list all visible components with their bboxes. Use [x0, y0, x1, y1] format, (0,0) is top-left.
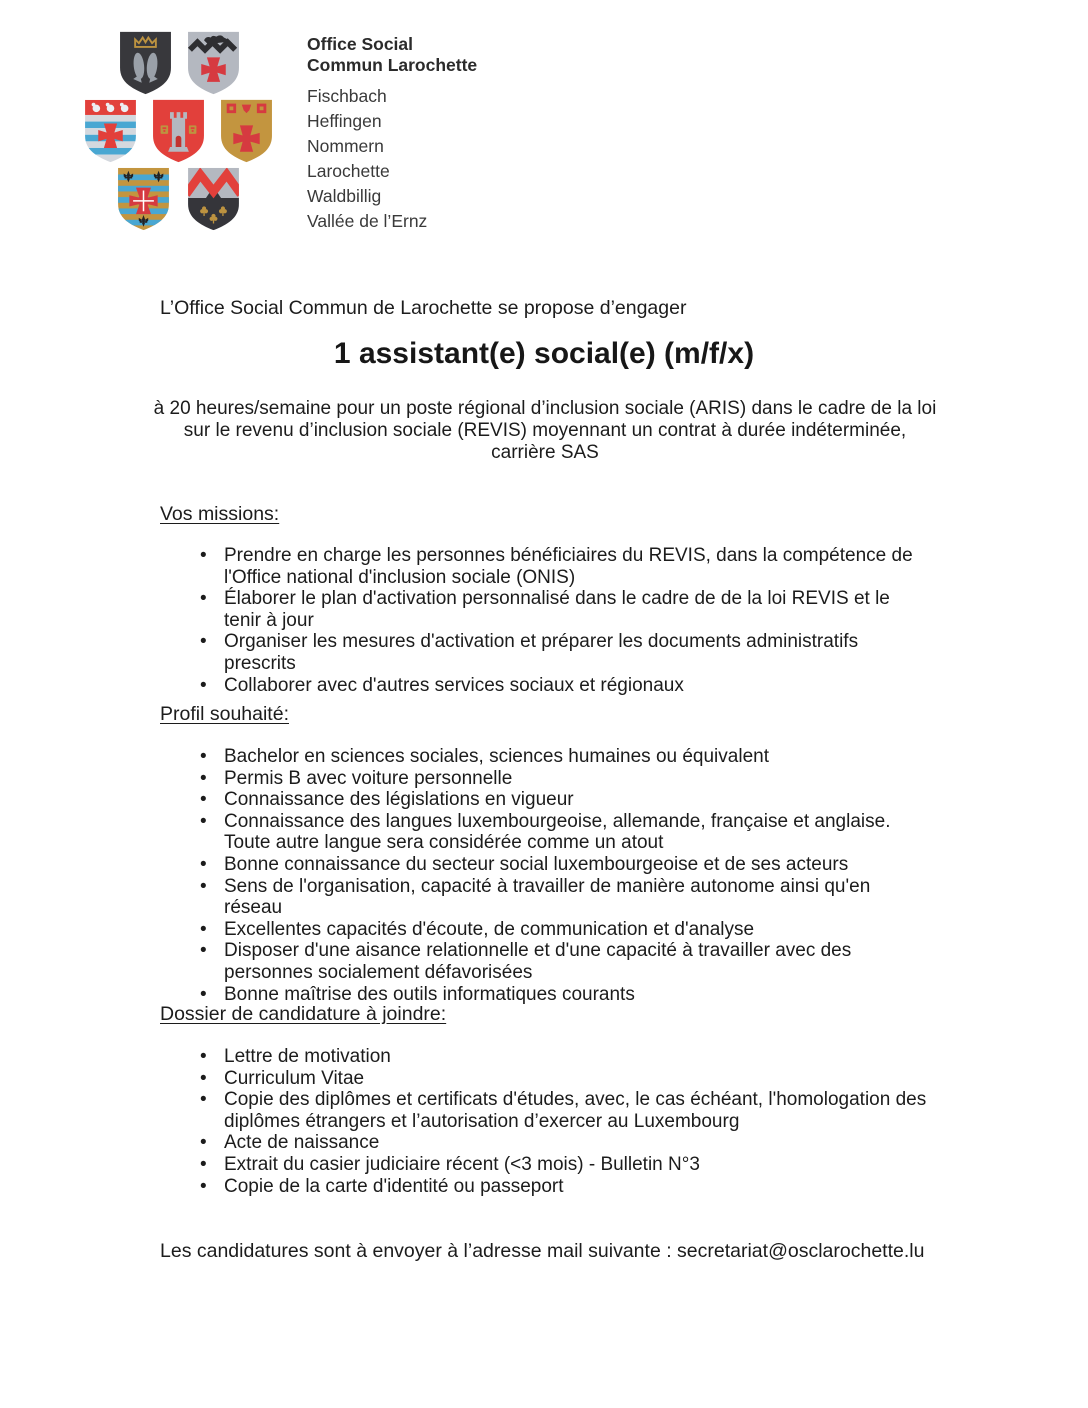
closing-note: Les candidatures sont à envoyer à l’adresse mail suivante : secretariat@osclarochette.lu: [160, 1240, 925, 1262]
list-item: • Extrait du casier judiciaire récent (<3 mois) - Bulletin N°3: [160, 1154, 930, 1176]
municipality-item: Larochette: [307, 161, 390, 181]
gold-red-cross-crest-icon: [218, 98, 275, 164]
crest-grid: [75, 25, 275, 240]
municipality-item: Fischbach: [307, 86, 387, 106]
dossier-list: [160, 1046, 930, 1197]
intro-text: L’Office Social Commun de Larochette se propose d’engager: [160, 297, 687, 319]
list-item: • Élaborer le plan d'activation personnalisé dans le cadre de de la loi REVIS et le tenir à jour: [160, 588, 930, 631]
org-name: [307, 34, 477, 76]
org-name-line1: Office Social: [307, 34, 414, 54]
list-item: • Copie de la carte d'identité ou passeport: [160, 1176, 930, 1198]
heffingen-lion-zigzag-crest-icon: [185, 30, 242, 96]
municipality-list: [307, 84, 477, 234]
section-heading-missions: Vos missions:: [160, 503, 280, 525]
profil-list: [160, 746, 930, 1005]
job-title: 1 assistant(e) social(e) (m/f/x): [333, 337, 755, 370]
larochette-castle-crest-icon: [150, 98, 207, 164]
list-item: • Copie des diplômes et certificats d'études, avec, le cas échéant, l'homologation des diplômes étrangers et l’autorisation d’exercer au Luxembourg: [160, 1089, 930, 1132]
list-item: • Curriculum Vitae: [160, 1068, 930, 1090]
org-name-line2: Commun Larochette: [307, 55, 478, 75]
list-item: • Connaissance des législations en vigueur: [160, 789, 930, 811]
list-item: • Permis B avec voiture personnelle: [160, 768, 930, 790]
list-item: • Bonne maîtrise des outils informatiques courants: [160, 984, 930, 1006]
municipality-item: Nommern: [307, 136, 384, 156]
list-item: • Acte de naissance: [160, 1132, 930, 1154]
municipality-item: Vallée de l’Ernz: [307, 211, 428, 231]
section-heading-dossier: Dossier de candidature à joindre:: [160, 1003, 447, 1025]
list-item: • Excellentes capacités d'écoute, de communication et d'analyse: [160, 919, 930, 941]
list-item: • Collaborer avec d'autres services sociaux et régionaux: [160, 675, 930, 697]
municipality-item: Heffingen: [307, 111, 382, 131]
list-item: • Bonne connaissance du secteur social luxembourgeoise et de ses acteurs: [160, 854, 930, 876]
list-item: • Connaissance des langues luxembourgeoise, allemande, française et anglaise. Toute autre langue sera considérée comme un atout: [160, 811, 930, 854]
org-block: [307, 34, 477, 234]
municipality-item: Waldbillig: [307, 186, 382, 206]
list-item: • Bachelor en sciences sociales, sciences humaines ou équivalent: [160, 746, 930, 768]
list-item: • Prendre en charge les personnes bénéficiaires du REVIS, dans la compétence de l'Office national d'inclusion sociale (ONIS): [160, 545, 930, 588]
missions-list: [160, 545, 930, 696]
job-subtitle: à 20 heures/semaine pour un poste régional d’inclusion sociale (ARIS) dans le cadre de la loi sur le revenu d’inclusion sociale (REVIS) moyennant un contrat à durée indéterminée, carrière SAS: [153, 398, 937, 463]
ernz-chevron-trefoil-crest-icon: [185, 166, 242, 232]
list-item: • Lettre de motivation: [160, 1046, 930, 1068]
fischbach-fish-crest-icon: [117, 30, 174, 96]
waldbillig-fleur-de-lis-crest-icon: [115, 166, 172, 232]
list-item: • Organiser les mesures d'activation et préparer les documents administratifs prescrits: [160, 631, 930, 674]
section-heading-profil: Profil souhaité:: [160, 703, 289, 725]
nommern-birds-stripes-crest-icon: [82, 98, 139, 164]
list-item: • Sens de l'organisation, capacité à travailler de manière autonome ainsi qu'en réseau: [160, 876, 930, 919]
list-item: • Disposer d'une aisance relationnelle et d'une capacité à travailler avec des personnes socialement défavorisées: [160, 940, 930, 983]
